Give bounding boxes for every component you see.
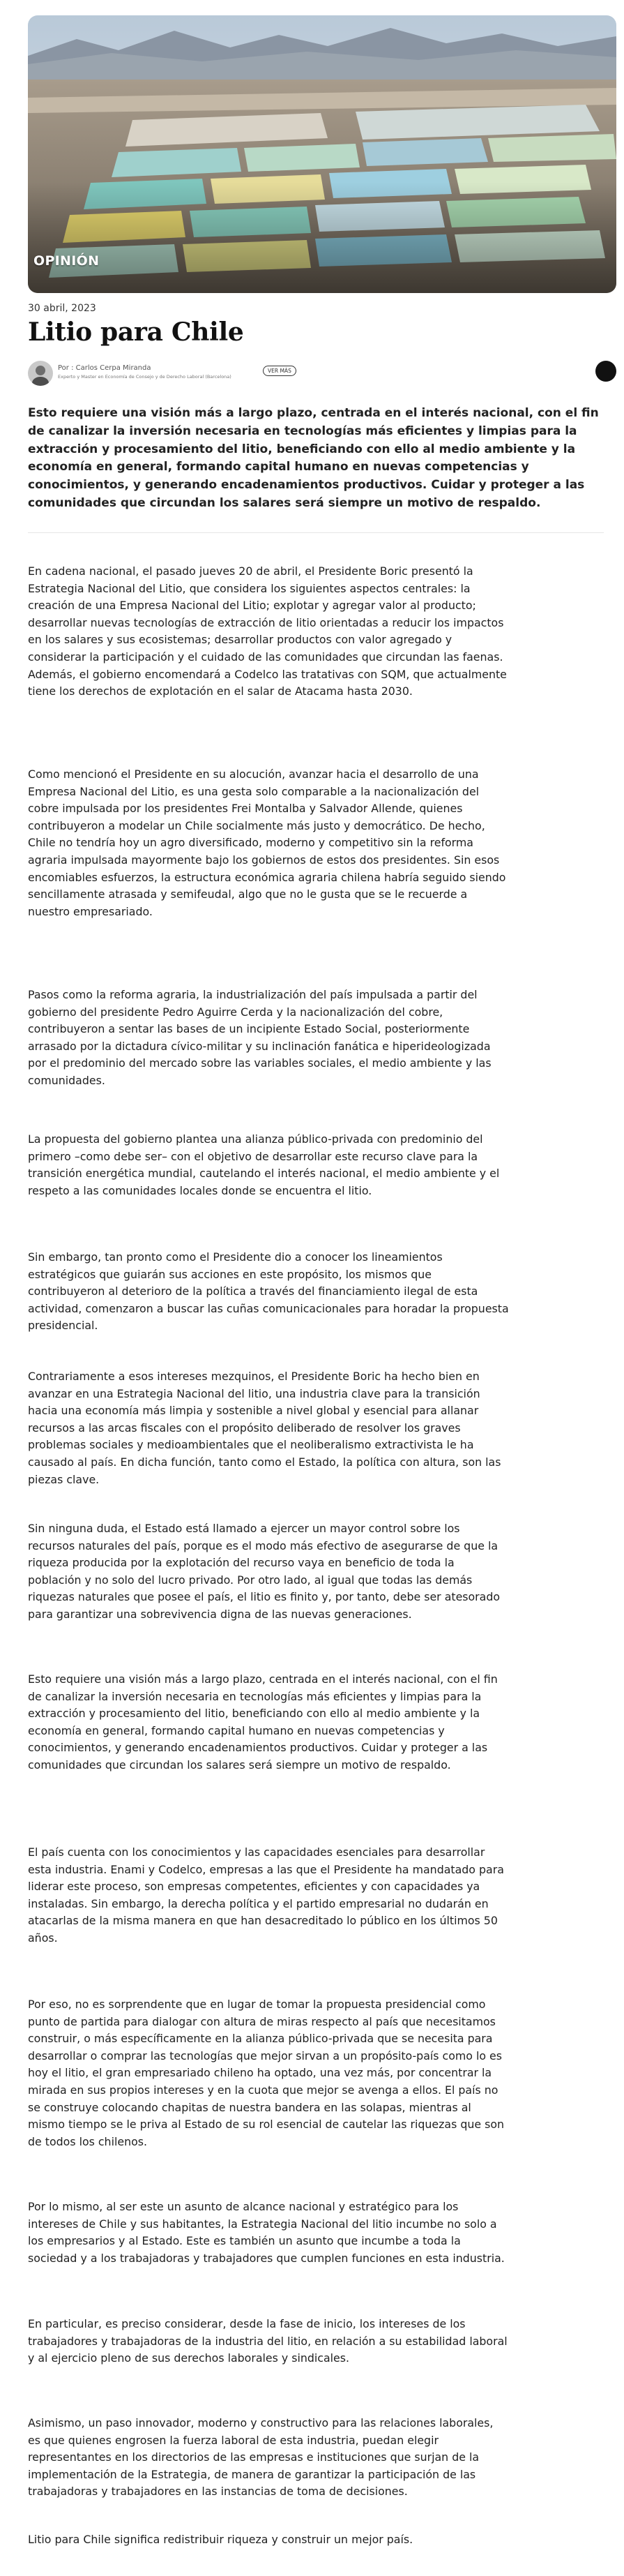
article-paragraph: En particular, es preciso considerar, desde la fase de inicio, los intereses de los trabajadores y trabajadoras de la industria del litio, en relación a su estabilidad laboral y al ejercicio pleno de sus derechos laborales y sindicales. [28,2317,508,2365]
section-badge[interactable]: OPINIÓN [33,253,100,269]
author-role: Experto y Master en Economía de Consejo y de Derecho Laboral (Barcelona) [58,374,231,380]
page-title: Litio para Chile [28,317,244,347]
article-paragraph: Asimismo, un paso innovador, moderno y constructivo para las relaciones laborales, es que quienes engrosen la fuerza laboral de esta industria, puedan elegir representantes en los directorios de las empresas e instituciones que surjan de la implementación de la Estrategia, de manera de garantizar la participación de las trabajadoras y trabajadores en las instancias de toma de decisiones. [28,2416,494,2499]
article-paragraph: Como mencionó el Presidente en su alocución, avanzar hacia el desarrollo de una Empresa Nacional del Litio, es una gesta solo comparable a la nacionalización del cobre impulsada por los presidentes Frei Montalba y Salvador Allende, quienes contribuyeron a modelar un Chile socialmente más justo y democrático. De hecho, Chile no tendría hoy un agro diversificado, moderno y competitivo sin la reforma agraria impulsada mayormente bajo los gobiernos de estos dos presidentes. Sin esos encomiables esfuerzos, la estructura económica agraria chilena habría seguido siendo sencillamente atrasada y semifeudal, algo que no le gusta que se le recuerde a nuestro empresariado. [28,767,506,918]
author-name[interactable]: Por : Carlos Cerpa Miranda [58,364,151,372]
article-paragraph: Por eso, no es sorprendente que en lugar de tomar la propuesta presidencial como punto de partida para dialogar con altura de miras respecto al país que necesitamos construir, o más específicamente en la alianza público-privada que se necesita para desarrollar o comprar las tecnologías que mejor sirvan a un propósito-país como lo es hoy el litio, el gran empresariado chileno ha optado, una vez más, por concentrar la mirada en sus propios intereses y en la cuota que mejor se avenga a ellos. El país no se construye colocando chapitas de nuestra bandera en las solapas, mientras al mismo tiempo se le priva al Estado de su rol esencial de cautelar las riquezas que son de todos los chilenos. [28,1998,505,2148]
article-paragraph: En cadena nacional, el pasado jueves 20 de abril, el Presidente Boric presentó la Estrategia Nacional del Litio, que considera los siguientes aspectos centrales: la creación de una Empresa Nacional del Litio; explotar y agregar valor al producto; desarrollar nuevas tecnologías de extracción de litio orientadas a reducir los impactos en los salares y sus ecosistemas; desarrollar productos con valor agregado y considerar la participación y el cuidado de las comunidades que circundan las faenas. Además, el gobierno encomendará a Codelco las tratativas con SQM, que actualmente tiene los derechos de explotación en el salar de Atacama hasta 2030. [28,564,507,698]
article-paragraph: La propuesta del gobierno plantea una alianza público-privada con predominio del primero –como debe ser– con el objetivo de desarrollar este recurso clave para la transición energética mundial, cautelando el interés nacional, el medio ambiente y el respeto a las comunidades locales donde se encuentra el litio. [28,1132,500,1197]
author-byline [28,359,616,387]
article-paragraph: Pasos como la reforma agraria, la industrialización del país impulsada a partir del gobierno del presidente Pedro Aguirre Cerda y la nacionalización del cobre, contribuyeron a sentar las bases de un incipiente Estado Social, posteriormente arrasado por la dictadura cívico-militar y su inclinación fanática e hiperideologizada por el predominio del mercado sobre las variables sociales, el medio ambiente y las comunidades. [28,988,492,1087]
circle-menu-icon[interactable] [595,361,616,382]
article-paragraph: Sin ninguna duda, el Estado está llamado a ejercer un mayor control sobre los recursos naturales del país, porque es el modo más efectivo de asegurarse de que la riqueza producida por la explotación del recurso vaya en beneficio de toda la población y no solo del lucro privado. Por otro lado, al igual que todas las demás riquezas naturales que posee el país, el litio es finito y, por tanto, debe ser atesorado para garantizar una sobrevivencia digna de las nuevas generaciones. [28,1522,501,1621]
article-paragraph: Sin embargo, tan pronto como el Presidente dio a conocer los lineamientos estratégicos que guiarán sus acciones en este propósito, los mismos que contribuyeron al deterioro de la política a través del financiamiento ilegal de esta actividad, comenzaron a buscar las cuñas comunicacionales para horadar la propuesta presidencial. [28,1250,509,1333]
author-more-button[interactable]: VER MÁS [263,366,296,376]
article-paragraph: Litio para Chile significa redistribuir riqueza y construir un mejor país. [28,2533,413,2546]
hero-image[interactable] [28,15,616,293]
article-paragraph: Por lo mismo, al ser este un asunto de alcance nacional y estratégico para los intereses de Chile y sus habitantes, la Estrategia Nacional del litio incumbe no solo a los empresarios y al Estado. Este es también un asunto que incumbe a toda la sociedad y a los trabajadoras y trabajadores que cumplen funciones en esta industria. [28,2200,505,2265]
author-photo-icon [28,361,53,386]
article-paragraph: Esto requiere una visión más a largo plazo, centrada en el interés nacional, con el fin de canalizar la inversión necesaria en tecnologías más eficientes y limpias para la extracción y procesamiento del litio, beneficiando con ello al medio ambiente y la economía en general, formando capital humano en nuevas competencias y conocimientos, y generando encadenamientos productivos. Cuidar y proteger a las comunidades que circundan los salares será siempre un motivo de respaldo. [28,1672,498,1772]
avatar[interactable] [28,361,53,386]
article-lead: Esto requiere una visión más a largo plazo, centrada en el interés nacional, con el fin de canalizar la inversión necesaria en tecnologías más eficientes y limpias para la extracción y procesamiento del litio, beneficiando con ello al medio ambiente y la economía en general, formando capital humano en nuevas competencias y conocimientos, y generando encadenamientos productivos. Cuidar y proteger a las comunidades que circundan los salares será siempre un motivo de respaldo. [28,406,599,510]
publish-date: 30 abril, 2023 [28,303,96,314]
lead-divider [28,532,604,533]
article-paragraph: El país cuenta con los conocimientos y las capacidades esenciales para desarrollar esta industria. Enami y Codelco, empresas a las que el Presidente ha mandatado para liderar este proceso, son empresas competentes, eficientes y con capacidades ya instaladas. Sin embargo, la derecha política y el partido empresarial no dudarán en atacarlas de la misma manera en que han desacreditado lo público en los últimos 50 años. [28,1845,504,1945]
salt-flat-aerial-photo [28,15,616,293]
article-paragraph: Contrariamente a esos intereses mezquinos, el Presidente Boric ha hecho bien en avanzar en una Estrategia Nacional del litio, una industria clave para la transición hacia una economía más limpia y sostenible a nivel global y esencial para allanar recursos a las arcas fiscales con el propósito deliberado de resolver los graves problemas sociales y medioambientales que el neoliberalismo extractivista le ha causado al país. En dicha función, tanto como el Estado, la política con altura, son las piezas clave. [28,1370,501,1486]
